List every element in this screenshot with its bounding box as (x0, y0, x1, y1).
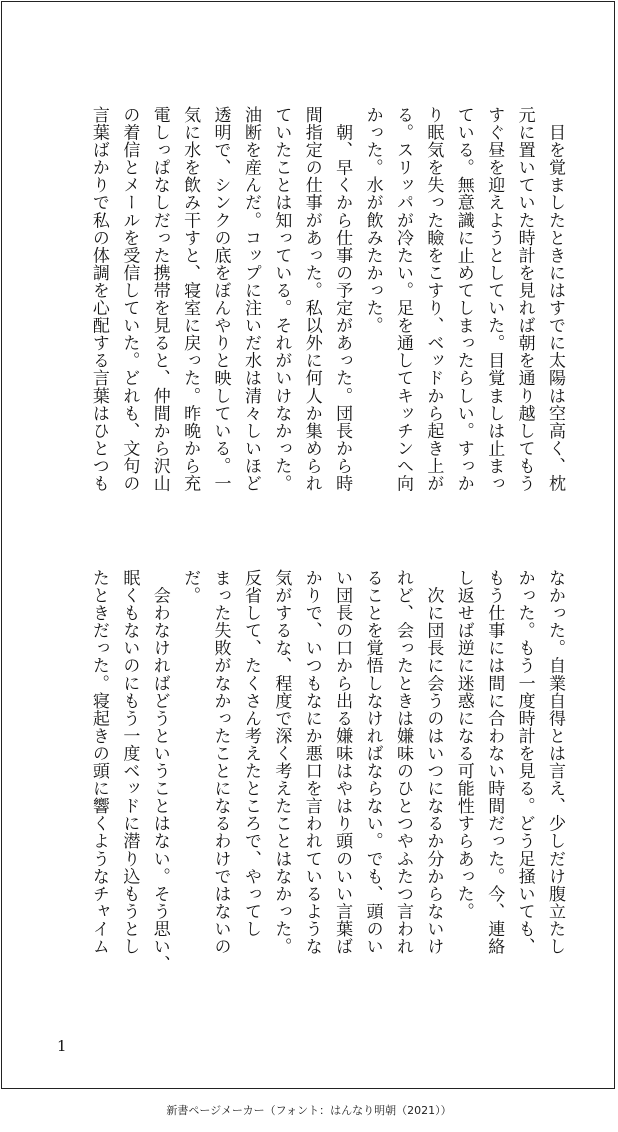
text-line: 次に団長に会うのはいつになるか分からないけ (423, 569, 444, 956)
text-line: だ。 (180, 569, 201, 605)
text-line: れど、会ったときは嫌味のひとつやふたつ言われ (392, 569, 413, 956)
text-line: まった失敗がなかったことになるわけではないの (210, 569, 231, 956)
text-line: 言葉ばかりで私の体調を心配する言葉はひとつも (88, 106, 109, 493)
text-line: ることを覚悟しなければならない。でも、頭のい (362, 569, 383, 956)
text-line: もう仕事には間に合わない時間だった。今、連絡 (484, 569, 505, 956)
page-number: 1 (57, 1037, 67, 1055)
text-line: かった。もう一度時計を見る。どう足掻いても、 (514, 569, 535, 956)
text-line: 油断を産んだ。コップに注いだ水は清々しいほど (240, 106, 261, 493)
text-line: 電しっぱなしだった携帯を見ると、仲間から沢山 (149, 106, 170, 493)
text-line: 元に置いていた時計を見れば朝を通り越してもう (514, 106, 535, 493)
text-block-top (84, 106, 571, 526)
text-line: い団長の口から出る嫌味はやはり頭のいい言葉ば (332, 569, 353, 956)
book-page (1, 1, 615, 1089)
text-block-bottom (84, 569, 571, 989)
text-line: 会わなければどうということはない。そう思い、 (149, 569, 170, 973)
text-line: 気がするな、程度で深く考えたことはなかった。 (271, 569, 292, 956)
text-line: 朝、早くから仕事の予定があった。団長から時 (332, 106, 353, 493)
text-line: 目を覚ましたときにはすでに太陽は空高く、枕 (545, 106, 565, 493)
text-line: すぐ昼を迎えようとしていた。目覚ましは止まっ (484, 106, 505, 493)
text-line: 眠くもないのにもう一度ベッドに潜り込もうとし (119, 569, 140, 956)
generator-credit: 新書ページメーカー（フォント：はんなり明朝（2021）） (166, 1104, 452, 1117)
text-line: ている。無意識に止めてしまったらしい。すっか (453, 106, 474, 493)
text-line: ていたことは知っている。それがいけなかった。 (271, 106, 292, 493)
text-line: 反省して、たくさん考えたところで、やってし (240, 569, 261, 938)
text-line: の着信とメールを受信していた。どれも、文句の (119, 106, 140, 493)
text-line: り眠気を失った瞼をこすり、ベッドから起き上が (423, 106, 444, 493)
text-line: る。スリッパが冷たい。足を通してキッチンへ向 (392, 106, 413, 493)
text-line: 気に水を飲み干すと、寝室に戻った。昨晩から充 (180, 106, 201, 493)
text-line: 透明で、シンクの底をぼんやりと映している。一 (210, 106, 231, 493)
text-line: し返せば逆に迷惑になる可能性すらあった。 (453, 569, 474, 920)
text-line: かった。水が飲みたかった。 (362, 106, 383, 335)
text-line: なかった。自業自得とは言え、少しだけ腹立たし (545, 569, 565, 956)
text-line: かりで、いつもなにか悪口を言われているような (301, 569, 322, 956)
text-line: 間指定の仕事があった。私以外に何人か集められ (301, 106, 322, 493)
text-line: たときだった。寝起きの頭に響くようなチャイム (88, 569, 109, 956)
